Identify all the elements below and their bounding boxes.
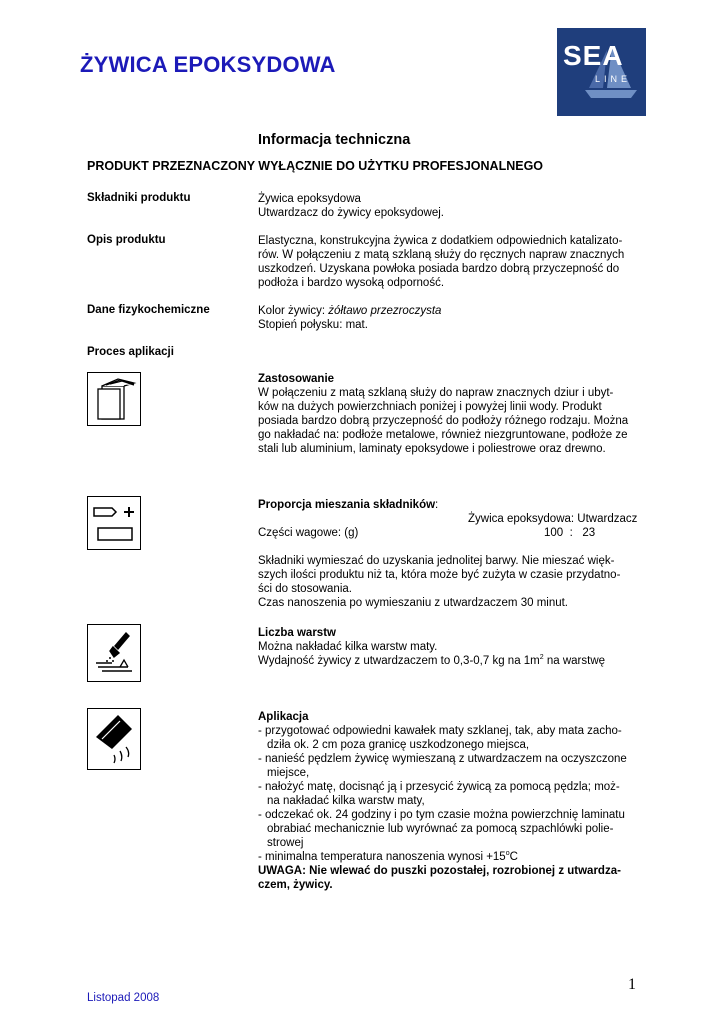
color-value: żółtawo przezroczysta xyxy=(328,305,442,317)
component-line: Żywica epoksydowa xyxy=(258,193,361,205)
text-line: - przygotować odpowiedni kawałek maty szklanej, tak, aby mata zacho- xyxy=(258,725,622,737)
usage-heading: Zastosowanie xyxy=(258,373,335,385)
color-line xyxy=(258,304,650,318)
usage-line: ków na dużych powierzchniach poniżej i powyżej linii wody. Produkt xyxy=(258,401,602,413)
trowel-icon xyxy=(87,708,141,770)
temperature-line xyxy=(258,850,650,864)
component-line: Utwardzacz do żywicy epoksydowej. xyxy=(258,207,444,219)
usage-line: stali lub aluminium, laminaty epoksydowe i poliestrowe oraz drewno. xyxy=(258,443,606,455)
usage-section xyxy=(258,372,650,456)
layers-line: Można nakładać kilka warstw maty. xyxy=(258,641,438,653)
description-line: Elastyczna, konstrukcyjna żywica z dodatkiem odpowiednich katalizato- xyxy=(258,235,623,247)
description-line: uszkodzeń. Uzyskana powłoka posiada bardzo dobrą przyczepność do xyxy=(258,263,620,275)
application-heading: Aplikacja xyxy=(258,711,309,723)
temperature-unit: C xyxy=(509,851,518,863)
text-line: UWAGA: Nie wlewać do puszki pozostałej, rozrobionej z utwardza- xyxy=(258,865,621,877)
application-step xyxy=(258,752,650,780)
book-icon xyxy=(87,372,141,426)
description-text xyxy=(258,234,650,290)
brush-application-icon xyxy=(87,624,141,682)
application-step xyxy=(258,724,650,752)
pot-life-line: Czas nanoszenia po wymieszaniu z utwardzaczem 30 minut. xyxy=(258,597,569,609)
text-line: - odczekać ok. 24 godziny i po tym czasie można powierzchnię laminatu xyxy=(258,809,625,821)
mixing-heading-colon: : xyxy=(435,499,439,511)
description-label: Opis produktu xyxy=(87,234,166,246)
text-line: - nałożyć matę, docisnąć ją i przesycić żywicą za pomocą pędzla; moż- xyxy=(258,781,620,793)
logo-text-line: LINE xyxy=(595,74,632,84)
degree-sup: o xyxy=(505,850,510,857)
page-number: 1 xyxy=(628,976,636,993)
color-label: Kolor żywicy: xyxy=(258,305,329,317)
warning-text xyxy=(258,864,650,892)
text-line: na nakładać kilka warstw maty, xyxy=(267,795,425,807)
description-line: podłoża i bardzo wysoką odporność. xyxy=(258,277,445,289)
layers-heading: Liczba warstw xyxy=(258,627,336,639)
text-line: obrabiać mechanicznie lub wyrównać za pomocą szpachlówki polie- xyxy=(267,823,614,835)
mixing-ratio-icon xyxy=(87,496,141,550)
description-line: rów. W połączeniu z matą szklaną służy do ręcznych napraw znacznych xyxy=(258,249,625,261)
usage-line: posiada bardzo dobrą przyczepność do podłoży różnego rodzaju. Można xyxy=(258,415,629,427)
text-line: dziła ok. 2 cm poza granicę uszkodzonego miejsca, xyxy=(267,739,530,751)
components-label: Składniki produktu xyxy=(87,192,191,204)
document-title: ŻYWICA EPOKSYDOWA xyxy=(80,52,336,77)
physchem-label: Dane fizykochemiczne xyxy=(87,304,210,316)
components-text xyxy=(258,192,650,220)
coverage-suffix: na warstwę xyxy=(543,655,606,667)
application-step xyxy=(258,808,650,850)
temperature-text: - minimalna temperatura nanoszenia wynosi +15 xyxy=(258,851,506,863)
usage-line: go nakładać na: podłoże metalowe, również niezgruntowane, podłoże ze xyxy=(258,429,628,441)
subtitle: Informacja techniczna xyxy=(258,132,411,148)
process-label: Proces aplikacji xyxy=(87,346,174,358)
application-section xyxy=(258,710,650,892)
application-step xyxy=(258,780,650,808)
text-line: czem, żywicy. xyxy=(258,879,333,891)
coverage-text: Wydajność żywicy z utwardzaczem to 0,3-0,7 kg na 1m xyxy=(258,655,540,667)
footer-date: Listopad 2008 xyxy=(87,992,160,1004)
ratio-header: Żywica epoksydowa: Utwardzacz xyxy=(468,513,638,525)
text-line: - nanieść pędzlem żywicę wymieszaną z utwardzaczem na oczyszczone xyxy=(258,753,627,765)
gloss-line: Stopień połysku: mat. xyxy=(258,319,368,331)
text-line: miejsce, xyxy=(267,767,310,779)
sea-line-logo xyxy=(557,28,646,116)
mixing-line: Składniki wymieszać do uzyskania jednolitej barwy. Nie mieszać więk- xyxy=(258,555,615,567)
mixing-heading: Proporcja mieszania składników xyxy=(258,499,436,511)
professional-use-headline: PRODUKT PRZEZNACZONY WYŁĄCZNIE DO UŻYTKU PROFESJONALNEGO xyxy=(87,159,544,173)
text-line: strowej xyxy=(267,837,304,849)
mixing-line: szych ilości produktu niż ta, która może być zużyta w czasie przydatno- xyxy=(258,569,621,581)
logo-text-sea: SEA xyxy=(563,40,624,71)
mixing-line: ści do stosowania. xyxy=(258,583,352,595)
coverage-line xyxy=(258,654,650,668)
squared-sup: 2 xyxy=(539,654,544,661)
usage-line: W połączeniu z matą szklaną służy do napraw znacznych dziur i ubyt- xyxy=(258,387,614,399)
weight-label: Części wagowe: (g) xyxy=(258,527,359,539)
mixing-section xyxy=(258,498,650,610)
layers-section xyxy=(258,626,650,668)
weight-values: 100 : 23 xyxy=(544,527,596,539)
physchem-text xyxy=(258,304,650,332)
